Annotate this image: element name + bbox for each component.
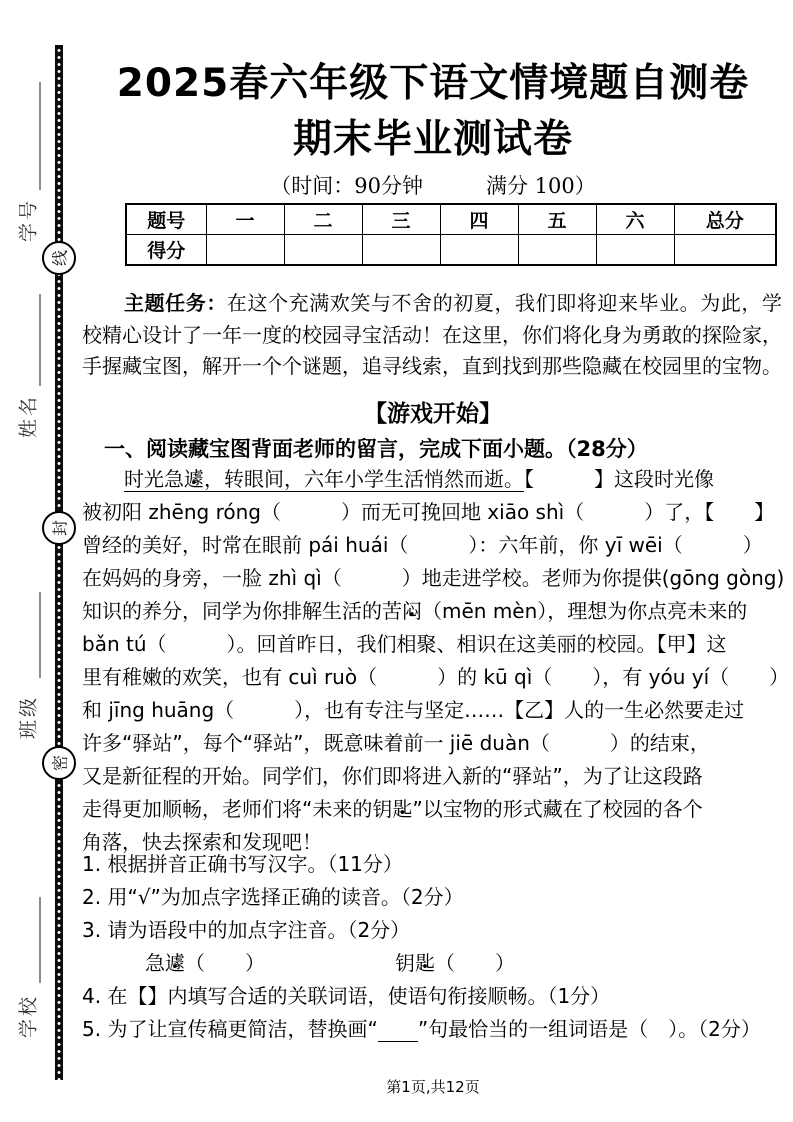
score-table-header-row	[126, 204, 776, 235]
score-cell	[518, 235, 596, 266]
text-line: 4. 在【】内填写合适的关联词语，使语句衔接顺畅。（1分）	[82, 984, 611, 1008]
score-header-cell: 四	[440, 204, 518, 235]
game-start-heading: 【游戏开始】	[364, 401, 502, 427]
seal-stamp-label: 封	[50, 519, 70, 537]
score-table	[125, 203, 777, 266]
seal-blank-line-school	[39, 897, 41, 983]
seal-field-school	[13, 988, 41, 1044]
score-header-cell: 一	[206, 204, 284, 235]
text-line: 在妈妈的身旁，一脸 zhì qì（ ）地走进学校。老师为你提供 •(gōng gòng)	[82, 562, 782, 595]
seal-field-label: 姓名	[17, 393, 40, 439]
seal-field-label: 学校	[17, 993, 40, 1039]
score-header-cell: 五	[518, 204, 596, 235]
seal-stamp-feng	[42, 511, 76, 545]
score-row-label: 得分	[126, 235, 206, 266]
exam-content	[82, 0, 790, 1122]
seal-field-label: 班级	[17, 694, 40, 740]
seal-blank-line-class	[39, 592, 41, 678]
text-line: 里有稚嫩的欢笑，也有 cuì ruò（ ）的 kū qì（ ），有 yóu yí（ ）	[82, 665, 790, 689]
score-header-cell: 二	[284, 204, 362, 235]
seal-stamp-label: 线	[50, 249, 70, 267]
text-line: 5. 为了让宣传稿更简洁，替换画“ ”句最恰当的一组词语是（ ）。（2分）	[82, 1017, 761, 1041]
seal-line-area	[0, 0, 82, 1122]
score-cell	[284, 235, 362, 266]
section-one-heading: 一、阅读藏宝图背面老师的留言，完成下面小题。（28分）	[104, 437, 648, 461]
seal-field-student-id	[13, 193, 41, 247]
text-line: 走得更加顺畅，老师们将“未来的钥匙 •”以宝物的形式藏在了校园的各个	[82, 793, 782, 826]
seal-field-label: 学号	[17, 197, 40, 243]
text-line: 角落，快去探索和发现吧！	[82, 830, 322, 854]
score-table-score-row	[126, 235, 776, 266]
intro-text: 在这个充满欢笑与不舍的初夏，我们即将迎来毕业。为此，学校精心设计了一年一度的校园寻宝活动！在这里，你们将化身为勇敢的探险家，手握藏宝图，解开一个个谜题，追寻线索，直到找到那些隐藏在校园里的宝物。	[82, 291, 783, 378]
text-line: 曾经的美好，时常在眼前 pái huái（ ）：六年前，你 yī wēi（ ）	[82, 533, 763, 557]
score-header-cell: 六	[596, 204, 674, 235]
text-line: 急遽 •（ ） 钥匙 •（ ）	[82, 947, 782, 980]
score-cell	[596, 235, 674, 266]
text-line: 许多“驿站”，每个“驿站”，既意味着前一 jiē duàn（ ）的结束，	[82, 731, 710, 755]
seal-dotted-line	[55, 45, 63, 1080]
seal-stamp-xian	[42, 241, 76, 275]
seal-blank-line-student-id	[39, 82, 41, 190]
seal-field-name	[13, 388, 41, 444]
intro-paragraph	[82, 288, 782, 383]
score-header-cell: 总分	[674, 204, 776, 235]
paper-subtitle: 期末毕业测试卷	[292, 117, 573, 162]
question-list	[82, 848, 782, 1046]
score-cell	[440, 235, 518, 266]
text-line: bǎn tú（ ）。回首昨日，我们相聚、相识在这美丽的校园。【甲】这	[82, 632, 727, 656]
text-line: 知识的养分，同学为你排解生活的苦闷 •（mēn mèn），理想为你点亮未来的	[82, 595, 782, 628]
text-line: 1. 根据拼音正确书写汉字。（11分）	[82, 852, 403, 876]
text-line: 2. 用“√”为加点字选择正确的读音。（2分）	[82, 885, 464, 909]
text-line: 和 jīng huāng（ ），也有专注与坚定……【乙】人的一生必然要走过	[82, 698, 745, 722]
exam-meta: （时间：90分钟 满分 100）	[270, 174, 596, 198]
score-header-cell: 三	[362, 204, 440, 235]
text-line: 被初阳 zhēng róng（ ）而无可挽回地 xiāo shì（ ）了，【 】	[82, 500, 775, 524]
score-cell	[674, 235, 776, 266]
passage	[82, 463, 790, 859]
seal-stamp-label: 密	[50, 754, 70, 772]
text-line: 3. 请为语段中的加点字注音。（2分）	[82, 918, 411, 942]
seal-blank-line-name	[39, 294, 41, 386]
score-cell	[206, 235, 284, 266]
text-line: 时光急遽 •，转眼间，六年小学生活悄然而逝。【 】这段时光像	[82, 463, 782, 496]
intro-label: 主题任务：	[124, 291, 227, 315]
paper-title: 2025春六年级下语文情境题自测卷	[116, 61, 750, 106]
score-cell	[362, 235, 440, 266]
seal-stamp-mi	[42, 746, 76, 780]
page-footer: 第1页,共12页	[386, 1078, 480, 1096]
seal-field-class	[13, 686, 41, 748]
score-header-cell: 题号	[126, 204, 206, 235]
text-line: 又是新征程的开始。同学们，你们即将进入新的“驿站”，为了让这段路	[82, 764, 703, 788]
